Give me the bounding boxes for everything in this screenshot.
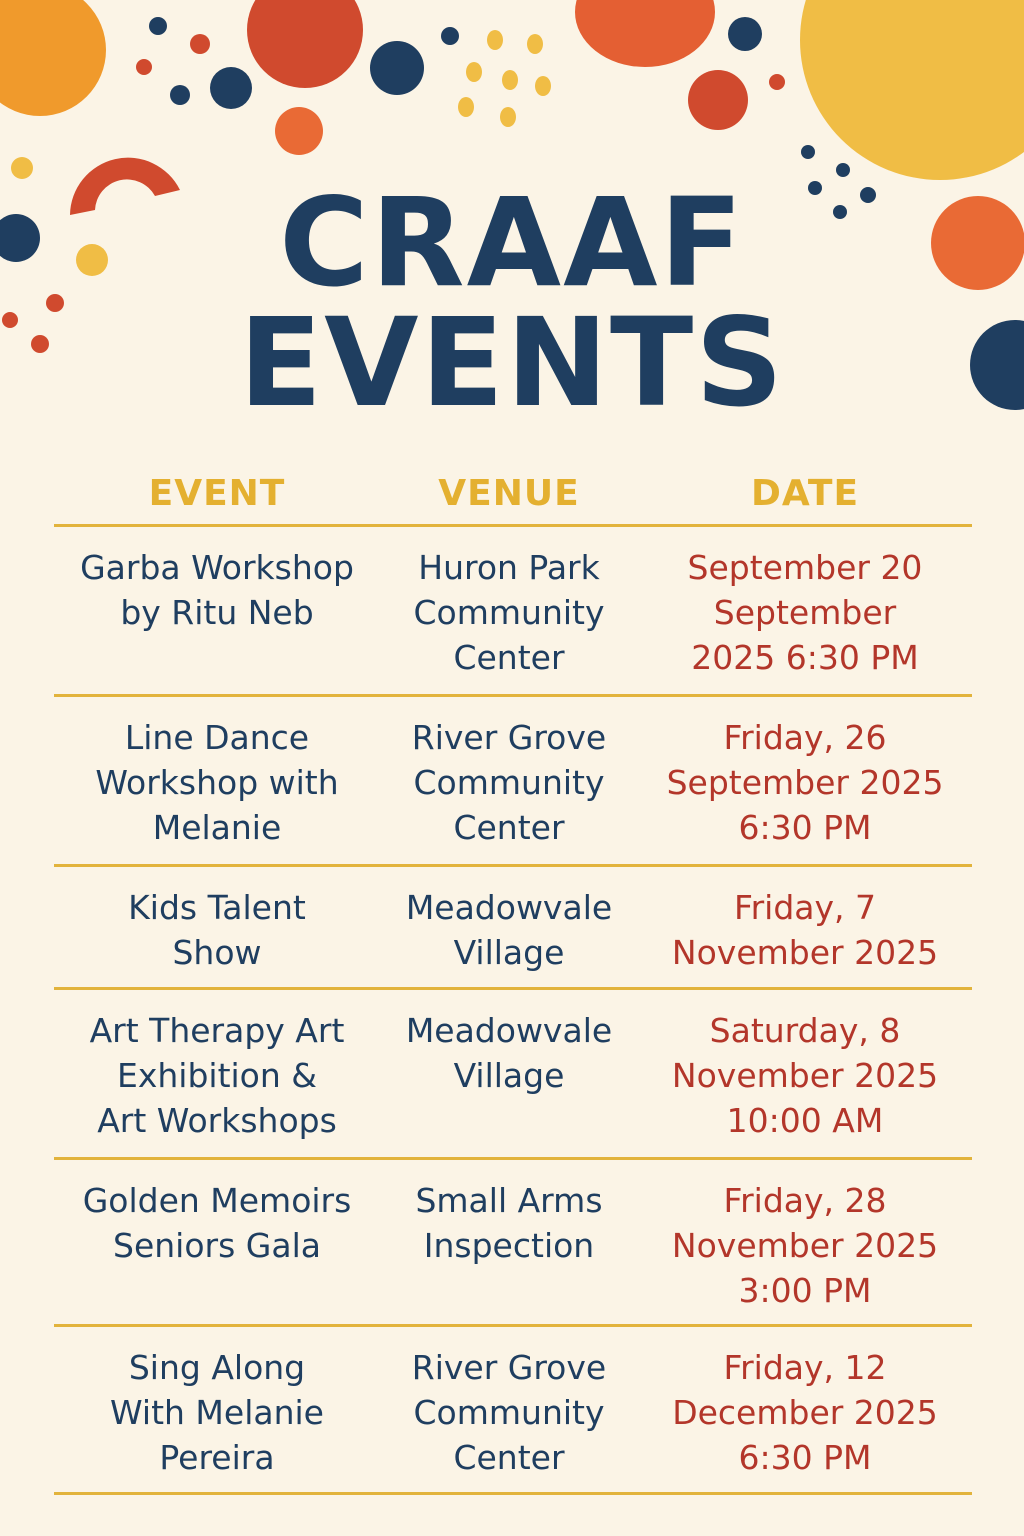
yellow-dot	[535, 76, 551, 96]
event-venue: Huron Park Community Center	[413, 548, 605, 677]
table-row	[54, 697, 972, 867]
event-name: Golden Memoirs Seniors Gala	[82, 1181, 352, 1265]
header-venue: VENUE	[438, 472, 580, 514]
yellow-dot	[11, 157, 33, 179]
event-venue: River Grove Community Center	[411, 1348, 607, 1477]
event-date: Friday, 7 November 2025	[671, 888, 939, 972]
page-title-line-1: CRAAF	[279, 172, 745, 314]
event-name: Sing Along With Melanie Pereira	[110, 1348, 324, 1477]
orange-blob-shape	[0, 0, 106, 116]
navy-dot	[370, 41, 424, 95]
event-name: Garba Workshop by Ritu Neb	[80, 548, 354, 632]
navy-dot	[210, 67, 252, 109]
table-row	[54, 867, 972, 990]
table-row	[54, 1160, 972, 1327]
header-event: EVENT	[148, 472, 286, 514]
yellow-dot	[466, 62, 482, 82]
table-row	[54, 1327, 972, 1495]
event-date: Saturday, 8 November 2025 10:00 AM	[671, 1011, 939, 1140]
red-dot	[190, 34, 210, 54]
table-header	[54, 462, 972, 527]
navy-dot	[728, 17, 762, 51]
yellow-dot	[500, 107, 516, 127]
header-date: DATE	[750, 472, 860, 514]
navy-dot	[170, 85, 190, 105]
orange-blob-shape	[575, 0, 715, 67]
red-dot	[769, 74, 785, 90]
event-venue: River Grove Community Center	[411, 718, 607, 847]
event-venue: Meadowvale Village	[405, 888, 613, 972]
orange-dot	[275, 107, 323, 155]
table-row	[54, 527, 972, 697]
red-dot	[136, 59, 152, 75]
navy-dot	[149, 17, 167, 35]
navy-dot	[441, 27, 459, 45]
event-date: Friday, 12 December 2025 6:30 PM	[672, 1348, 938, 1477]
event-venue: Small Arms Inspection	[415, 1181, 603, 1265]
red-blob-shape	[247, 0, 363, 88]
events-table	[54, 462, 972, 1495]
event-name: Kids Talent Show	[128, 888, 306, 972]
red-dot	[688, 70, 748, 130]
yellow-dot	[527, 34, 543, 54]
event-date: Friday, 26 September 2025 6:30 PM	[666, 718, 944, 847]
yellow-sun-shape	[800, 0, 1024, 180]
table-row	[54, 990, 972, 1160]
yellow-dot	[458, 97, 474, 117]
event-name: Line Dance Workshop with Melanie	[95, 718, 339, 847]
navy-dot	[801, 145, 815, 159]
yellow-dot	[487, 30, 503, 50]
event-name: Art Therapy Art Exhibition & Art Workshops	[89, 1011, 345, 1140]
page-title-line-2: EVENTS	[238, 292, 786, 434]
event-date: September 20 September 2025 6:30 PM	[687, 548, 923, 677]
navy-dot	[836, 163, 850, 177]
yellow-dot	[502, 70, 518, 90]
event-venue: Meadowvale Village	[405, 1011, 613, 1095]
event-date: Friday, 28 November 2025 3:00 PM	[671, 1181, 939, 1310]
